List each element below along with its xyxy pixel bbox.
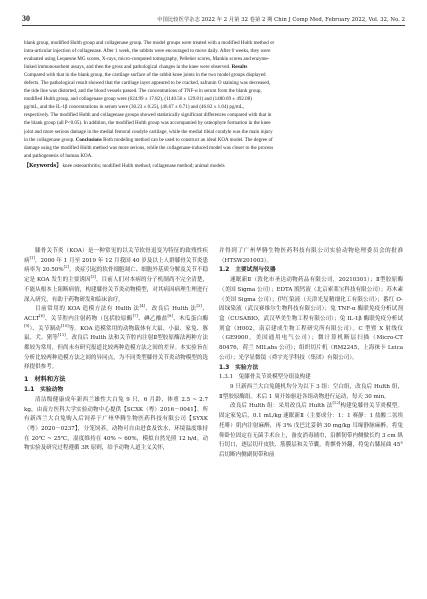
- subsection-heading: 1.1 实验动物: [24, 387, 64, 394]
- abstract-line: the tide line was distorted, and the blood vessels passed. The concentrations of TNF-α in serum from the blank group,: [24, 88, 262, 95]
- paragraph: 膝骨关节炎（KOA）是一种常见的以关节软骨退变为特征的致残性疾病[1]，2000 年 1 月至 2019 年 12 月我国 40 岁及以上人群膝骨关节炎患病率为 20.50%[2]。炎症引起的软骨细胞凋亡、细胞外基质分解及关节不稳定是 KOA 发生的主要诱因[3]。目前人们对本病的分子机制尚不完全清楚，不能从根本上阻断病情，构建膝骨关节炎动物模型，对其病因病理生理进行深入研究，有助于药物研发和临床治疗。: [24, 248, 208, 303]
- abstract-line: damage using the modified Hulth method was more serious, while the collagenase-induced model was closer to the process: [24, 144, 274, 151]
- abstract-line: joint and more serious damage in the medial femoral condyle cartilage, while the medial tibial condyle was the main injury: [24, 128, 273, 135]
- keywords-label: 【Keywords】: [24, 162, 62, 169]
- abstract-line: and pathogenesis of human KOA.: [24, 152, 93, 159]
- section-heading: 1 材料和方法: [24, 376, 66, 384]
- abstract-line: the blank group (all P<0.05). In addition, the modified Hulth group was accompanied by osteophyte formation in the knee: [24, 120, 271, 127]
- results-label: Results: [231, 64, 248, 71]
- english-abstract: [24, 39, 403, 170]
- abstract-line: Compared with that in the blank group, the cartilage surface of the rabbit knee joints in the two model groups displayed: [24, 72, 266, 79]
- subsection-heading: 1.2 主要试剂与仪器: [219, 267, 276, 274]
- left-column: [24, 247, 208, 454]
- keywords-text: knee osteoarthritis; modified Hulth method; collagenase method; animal models: [62, 162, 225, 169]
- abstract-line: blank group, modified Hulth group and collagenase group. The model groups were treated with a modified Hulth method or: [24, 40, 275, 46]
- conclusions-label: Conclusions: [75, 136, 102, 143]
- paragraph: 改良后 Hulth 组：采用改良后 Hulth 法[12]构建兔膝骨关节炎模型。固定家兔后，0.1 mL/kg 速眠新Ⅱ（主要成分：1：1 赛静：1 盐酸二氢埃托啡）肌内注射麻醉，再 3% 戊巴比妥钠 30 mg/kg 耳缘静脉麻醉。将兔仰卧位固定在无菌手术台上，备皮消毒铺巾，沿髌韧带内侧做长约 3 cm 纵行切口，逐层切开皮肤、筋膜层和关节囊，将髌骨外翻，将兔右膝屈曲 45°后切断内侧副韧带和前: [219, 400, 404, 458]
- right-column: [219, 247, 403, 461]
- subsection-heading: 1.3 实验方法: [219, 364, 259, 371]
- abstract-line: pg/mL, and the IL-1β concentrations in serum were (30.23 ± 0.25), (46.67 ± 0.71) and (46.82 ± 1.04) pg/mL,: [24, 104, 245, 111]
- paragraph: 目前常用的 KOA 造模方法有 Hulth 法[4]、改良后 Hulth 法[5]、ACLT[6]、关节腔内注射药物（包括胶原酶[7]、碘乙酸盐[8]、木瓜蛋白酶[9]）、关节制动[10]等。KOA 造模常用的动物载体有大鼠、小鼠、家兔、豚鼠、犬、猪等[11]。改良后 Hulth 法和关节腔内注射Ⅱ型胶原酶法两种方法都较为常用，但尚未有研究报道比较两种造模方法之间的差异。本实验旨在分析比较两种造模方法之间的异同点，为不同类型膝骨关节炎动物模型的选择提供参考。: [24, 303, 209, 371]
- keywords: [24, 162, 403, 170]
- paragraph: 速眠新Ⅱ（敦化市圣达动物药品有限公司，20210301）；Ⅱ型胶原酶（美国 Sigma 公司）；EDTA 脱钙液（北京索莱宝科技有限公司）；苏木素（美国 Sigma 公司）；伊红染液（天津光复精细化工有限公司）；番红 O-固绿染液（武汉赛维尔生物科技有限公司）；兔 TNF-α 酶联免疫分析试剂盒（CUSABIO，武汉华美生物工程有限公司）；兔 IL-1β 酶联免疫分析试剂盒（H002，南京建成生物工程研究所有限公司）。C 型臂 X 射线仪（GE9900，美国通用电气公司）；微计算机断层扫描（Micro-CT 80476，荷兰 MILabs 公司）；组织切片机（RM2245，上海徕卡 Leica 公司）；光学显微镜（舜宇光学科技（集团）有限公司）。: [219, 277, 403, 361]
- abstract-line: defects. The pathological result showed that the cartilage layer appeared to be cracked, safranin O staining was decreased,: [24, 80, 271, 87]
- abstract-line: intra-articular injection of collagenase. After 1 week, the rabbits were encouraged to move daily. After 6 weeks, they were: [24, 48, 271, 55]
- paragraph: 9 只新西兰大白兔随机均分为以下 3 组：空白组，改良后 Hulth 组，Ⅱ型胶原酶组。术后 1 周开始驱赶各组动物进行运动，每天 30 min。: [219, 384, 403, 400]
- abstract-line: evaluated using Lequesne MG scores, X-rays, micro-computed tomography, Pelletier scores, Mankin scores and enzyme-: [24, 56, 270, 63]
- abstract-line: respectively. The modified Hulth and collagenase groups showed statistically significant differences compared with that in: [24, 112, 272, 119]
- abstract-line: in the collagenase group. Conclusions Both modeling method can be used to construct an ideal KOA model. The degree of: [24, 136, 273, 143]
- paragraph: 并得到了广州华腾生物医药科技有限公司实验动物伦理委员会的批准（HTSW201003）。: [219, 248, 403, 264]
- abstract-line: modified Hulth group, and collagenase group were (624.99 ± 17.82), (1140.56 ± 129.81) and (1480.69 ± 492.08): [24, 96, 252, 103]
- page-number: 30: [22, 14, 30, 23]
- paragraph: 清洁级健康成年新西兰雄性大白兔 9 只，6 月龄，体重 2.5 ~ 2.7 kg，由南方医科大学实验动物中心提供【SCXK（粤）2016－0041】。所有新西兰大白兔购入后饲养于广州华腾生物医药科技有限公司【SYXK（粤）2020－0237】，分笼饲养，动物可自由进食及饮水，环境温度维持在 20℃ ~ 25℃，湿度维持在 40% ~ 60%，模拟自然光照 12 h/d。动物实验及研究过程遵循 3R 原则，给予动物人道主义关怀，: [24, 396, 208, 452]
- subsubsection-heading: 1.3.1 兔膝骨关节炎模型分组及构建: [219, 374, 311, 381]
- abstract-line: linked immunosorbent assays, and then the gross and pathological changes in the knee were observed. Results: [24, 64, 248, 71]
- running-header: [22, 14, 405, 26]
- journal-title: 中国比较医学杂志 2022 年 2 月第 32 卷第 2 期 Chin J Comp Med, February 2022, Vol. 32, No. 2: [157, 17, 405, 23]
